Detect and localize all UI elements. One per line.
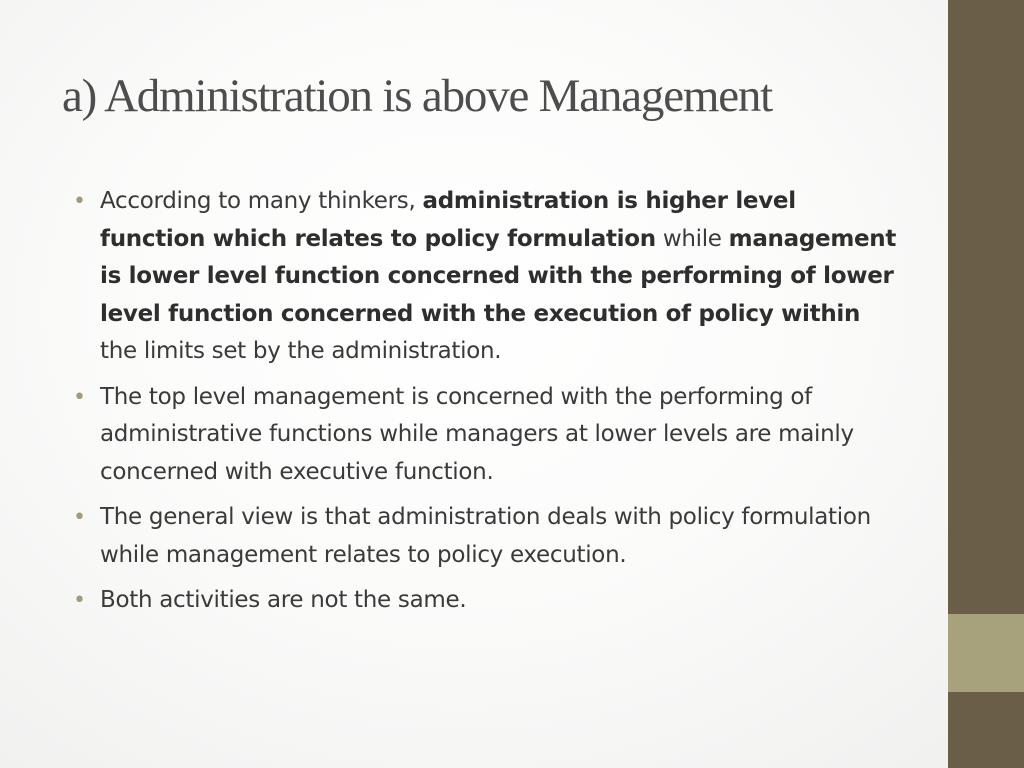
bullet-segment: Both activities are not the same. — [100, 587, 467, 613]
bullet-dot-icon: • — [73, 189, 86, 214]
bullet-item — [73, 499, 900, 574]
bullet-segment: the limits set by the administration. — [100, 338, 502, 364]
bullet-segment: while — [655, 225, 729, 252]
bullet-text — [100, 188, 896, 364]
bullet-item — [73, 183, 900, 371]
bullet-segment: According to many thinkers, — [100, 188, 423, 214]
bullet-segment: The general view is that administration deals with policy formulation while management relates to policy execution. — [100, 504, 871, 568]
bullet-segment-bold: management is lower level function concerned with the performing of lower level function concerned with the execution of policy within — [100, 225, 897, 327]
bullet-segment-bold: administration is higher level function which relates to policy formulation — [100, 188, 796, 252]
bullet-segment: The top level management is concerned with the performing of administrative functions while managers at lower levels are mainly concerned with executive function. — [100, 383, 854, 485]
bullet-dot-icon: • — [73, 505, 86, 530]
bullet-dot-icon: • — [73, 588, 86, 613]
bullet-dot-icon: • — [73, 384, 86, 410]
bullet-text — [100, 587, 466, 613]
bullet-text — [100, 384, 854, 485]
side-bar-bottom — [948, 692, 1024, 768]
bullet-item — [73, 582, 900, 620]
side-bar-accent — [948, 614, 1024, 692]
slide-title: a) Administration is above Management — [62, 70, 773, 122]
bullet-list — [73, 183, 900, 628]
bullet-text — [100, 504, 871, 568]
side-bar-top — [948, 0, 1024, 614]
bullet-item — [73, 379, 900, 492]
